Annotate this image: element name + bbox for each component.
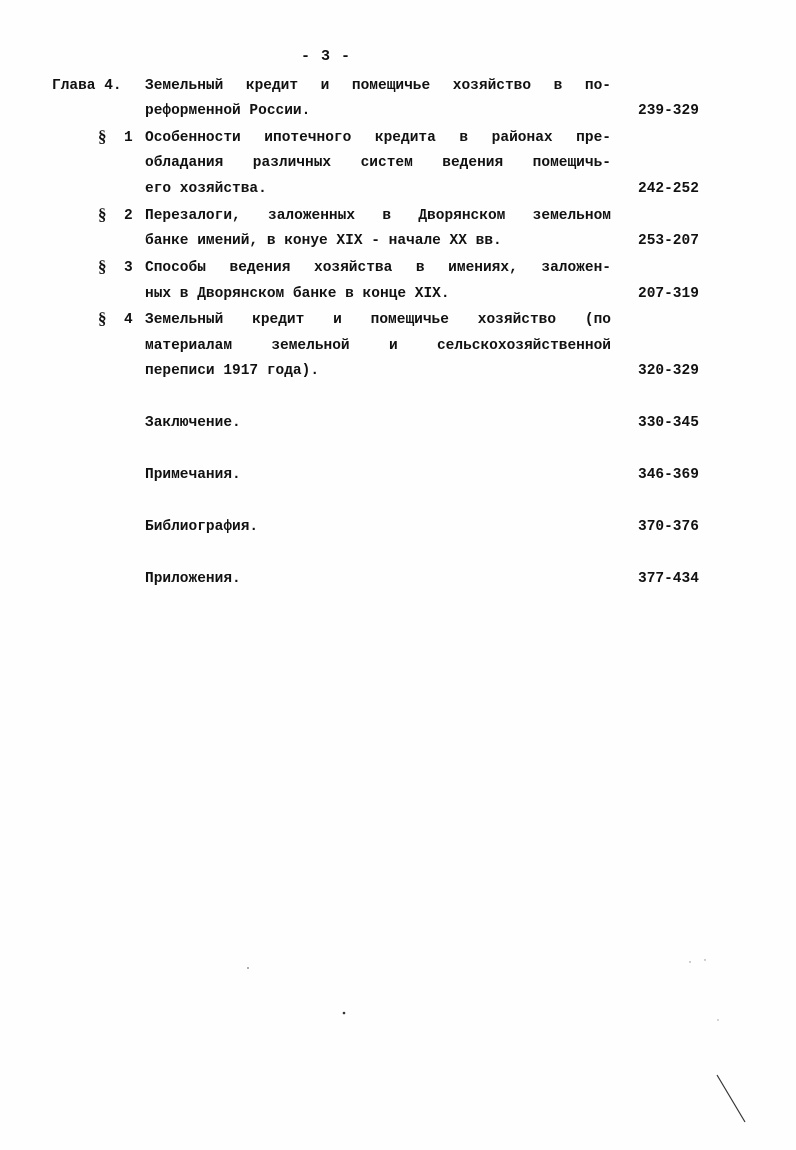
section-2-pages: 253-207 [638, 233, 699, 249]
chapter-label: Глава 4. [52, 78, 122, 94]
conclusion-pages: 330-345 [638, 415, 699, 431]
section-3-pages: 207-319 [638, 286, 699, 302]
section-4-line-1: Земельный кредит и помещичье хозяйство (по [145, 312, 611, 328]
bibliography-pages: 370-376 [638, 519, 699, 535]
section-4-line-2: материалам земельной и сельскохозяйственной [145, 338, 611, 354]
page-number: - 3 - [300, 48, 351, 65]
chapter-title-line-2: реформенной России. [145, 103, 311, 119]
notes-pages: 346-369 [638, 467, 699, 483]
section-2-number: 2 [124, 208, 133, 224]
appendices-title: Приложения. [145, 571, 241, 587]
section-4-number: 4 [124, 312, 133, 328]
section-4-mark: § [98, 309, 107, 328]
section-3-mark: § [98, 257, 107, 276]
scan-dot [689, 961, 690, 962]
scan-dot [717, 1019, 718, 1020]
section-4-line-3: переписи 1917 года). [145, 363, 320, 379]
section-4-pages: 320-329 [638, 363, 699, 379]
section-2-line-1: Перезалоги, заложенных в Дворянском земельном [145, 208, 611, 224]
section-1-line-3: его хозяйства. [145, 181, 267, 197]
conclusion-title: Заключение. [145, 415, 241, 431]
section-2-line-2: банке имений, в конуе XIX - начале XX вв. [145, 233, 502, 249]
section-1-line-2: обладания различных систем ведения помещичь- [145, 155, 611, 171]
scan-stroke [717, 1075, 745, 1122]
scan-dot [343, 1012, 346, 1015]
chapter-title-line-1: Земельный кредит и помещичье хозяйство в по- [145, 78, 611, 94]
section-1-pages: 242-252 [638, 181, 699, 197]
section-2-mark: § [98, 205, 107, 224]
section-1-mark: § [98, 127, 107, 146]
section-3-line-1: Способы ведения хозяйства в имениях, заложен- [145, 260, 611, 276]
bibliography-title: Библиография. [145, 519, 259, 535]
appendices-pages: 377-434 [638, 571, 699, 587]
chapter-pages: 239-329 [638, 103, 699, 119]
section-1-line-1: Особенности ипотечного кредита в районах пре- [145, 130, 611, 146]
notes-title: Примечания. [145, 467, 241, 483]
section-3-line-2: ных в Дворянском банке в конце XIX. [145, 286, 450, 302]
scan-dot [704, 959, 705, 960]
scan-dot [247, 967, 249, 969]
section-3-number: 3 [124, 260, 133, 276]
section-1-number: 1 [124, 130, 133, 146]
